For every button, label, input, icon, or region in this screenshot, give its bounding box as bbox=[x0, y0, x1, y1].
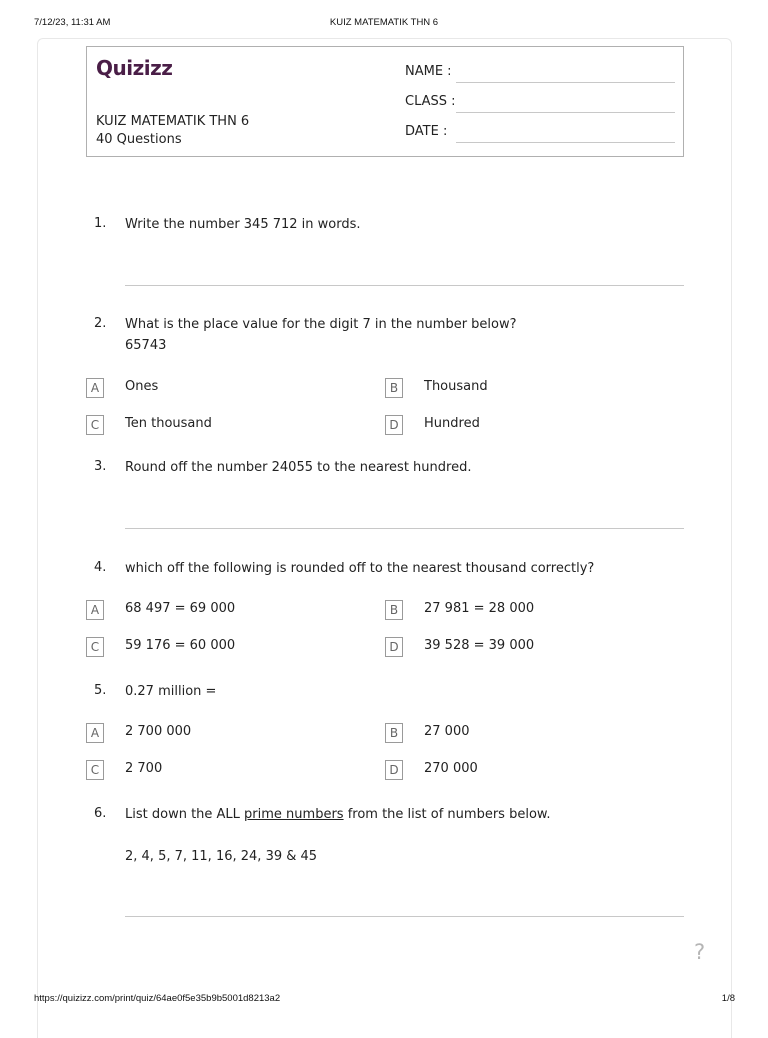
class-line bbox=[456, 112, 675, 113]
question-text: Round off the number 24055 to the nearest hundred. bbox=[125, 460, 472, 475]
print-datetime: 7/12/23, 11:31 AM bbox=[34, 17, 111, 28]
name-line bbox=[456, 82, 675, 83]
question-text: What is the place value for the digit 7 in the number below? bbox=[125, 317, 517, 332]
option-text: 270 000 bbox=[424, 761, 478, 776]
option-b[interactable] bbox=[385, 723, 665, 743]
option-d[interactable] bbox=[385, 415, 665, 435]
date-field[interactable] bbox=[405, 124, 675, 142]
quizizz-logo bbox=[96, 56, 176, 80]
question-number: 3. bbox=[94, 459, 107, 474]
option-c[interactable] bbox=[86, 637, 366, 657]
print-footer bbox=[0, 993, 768, 1007]
option-text: 27 981 = 28 000 bbox=[424, 601, 535, 616]
name-label: NAME : bbox=[405, 64, 452, 79]
option-text: 59 176 = 60 000 bbox=[125, 638, 236, 653]
question-subtext: 65743 bbox=[125, 338, 167, 353]
option-letter: C bbox=[86, 637, 104, 657]
option-text: 2 700 bbox=[125, 761, 163, 776]
option-c[interactable] bbox=[86, 760, 366, 780]
print-title: KUIZ MATEMATIK THN 6 bbox=[329, 17, 439, 28]
class-label: CLASS : bbox=[405, 94, 456, 109]
option-letter: C bbox=[86, 415, 104, 435]
option-text: Thousand bbox=[424, 379, 488, 394]
option-text: Ones bbox=[125, 379, 159, 394]
question-text-pre: List down the ALL bbox=[125, 807, 245, 822]
question-number: 6. bbox=[94, 806, 107, 821]
option-text: Ten thousand bbox=[125, 416, 212, 431]
date-line bbox=[456, 142, 675, 143]
option-letter: C bbox=[86, 760, 104, 780]
logo-text: Quizizz bbox=[96, 56, 173, 80]
question-count: 40 Questions bbox=[96, 132, 182, 147]
question-text-post: from the list of numbers below. bbox=[343, 807, 551, 822]
name-field[interactable] bbox=[405, 64, 675, 82]
option-a[interactable] bbox=[86, 723, 366, 743]
option-b[interactable] bbox=[385, 378, 665, 398]
number-list: 2, 4, 5, 7, 11, 16, 24, 39 & 45 bbox=[125, 849, 318, 864]
print-page-number: 1/8 bbox=[721, 993, 735, 1004]
date-label: DATE : bbox=[405, 124, 448, 139]
page-card bbox=[37, 38, 732, 1038]
option-text: 2 700 000 bbox=[125, 724, 192, 739]
option-letter: D bbox=[385, 760, 403, 780]
question-number: 1. bbox=[94, 216, 107, 231]
option-letter: B bbox=[385, 723, 403, 743]
class-field[interactable] bbox=[405, 94, 675, 112]
option-a[interactable] bbox=[86, 378, 366, 398]
print-header bbox=[0, 17, 768, 31]
question-mark-icon[interactable]: ? bbox=[694, 940, 706, 964]
question-text: Write the number 345 712 in words. bbox=[125, 217, 361, 232]
option-letter: A bbox=[86, 378, 104, 398]
option-letter: A bbox=[86, 600, 104, 620]
answer-line[interactable] bbox=[125, 528, 684, 529]
option-letter: A bbox=[86, 723, 104, 743]
print-url: https://quizizz.com/print/quiz/64ae0f5e35b9b5001d8213a2 bbox=[34, 993, 281, 1004]
question-text bbox=[125, 804, 550, 825]
question-number: 5. bbox=[94, 683, 107, 698]
option-b[interactable] bbox=[385, 600, 665, 620]
option-text: 39 528 = 39 000 bbox=[424, 638, 535, 653]
option-letter: D bbox=[385, 637, 403, 657]
option-d[interactable] bbox=[385, 637, 665, 657]
quiz-info-box bbox=[86, 46, 684, 157]
question-number: 2. bbox=[94, 316, 107, 331]
question-text: which off the following is rounded off to the nearest thousand correctly? bbox=[125, 561, 595, 576]
quiz-title: KUIZ MATEMATIK THN 6 bbox=[96, 114, 250, 129]
question-text: 0.27 million = bbox=[125, 684, 217, 699]
option-text: 68 497 = 69 000 bbox=[125, 601, 236, 616]
option-d[interactable] bbox=[385, 760, 665, 780]
option-text: Hundred bbox=[424, 416, 480, 431]
question-text-underlined: prime numbers bbox=[244, 807, 344, 822]
option-text: 27 000 bbox=[424, 724, 470, 739]
option-a[interactable] bbox=[86, 600, 366, 620]
answer-line[interactable] bbox=[125, 285, 684, 286]
option-letter: B bbox=[385, 378, 403, 398]
option-c[interactable] bbox=[86, 415, 366, 435]
question-number: 4. bbox=[94, 560, 107, 575]
answer-line[interactable] bbox=[125, 916, 684, 917]
option-letter: B bbox=[385, 600, 403, 620]
option-letter: D bbox=[385, 415, 403, 435]
